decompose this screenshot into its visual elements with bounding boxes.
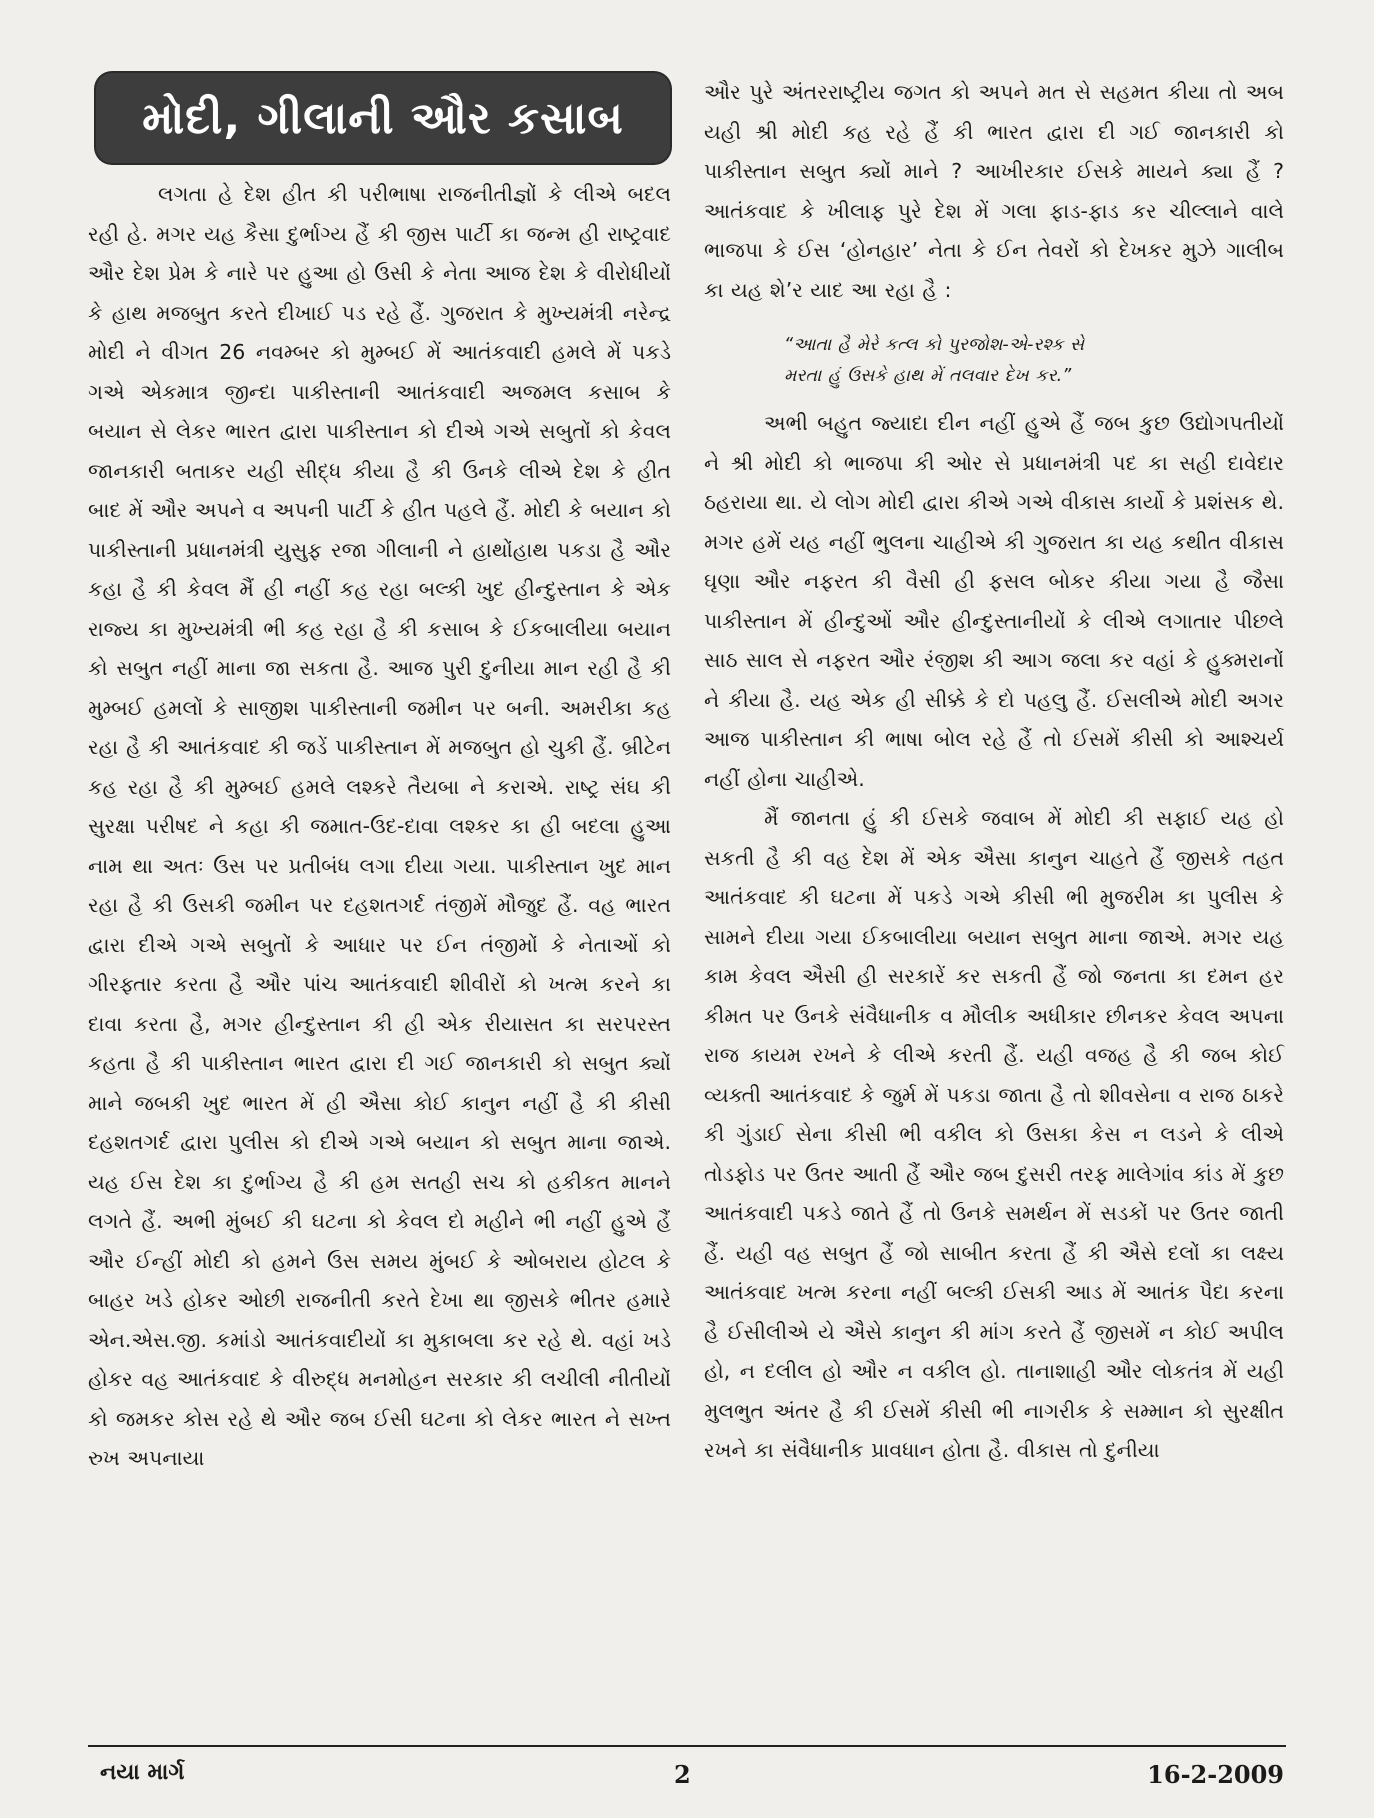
issue-date: 16-2-2009 bbox=[1147, 1760, 1284, 1789]
quote-line-1: “આતા હૈ મેરે કત્લ કો પુરજોશ-એ-રશ્ક સે bbox=[784, 335, 1085, 355]
quote-line-2: મરતા હું ઉસકે હાથ મેં તલવાર દેખ કર.” bbox=[784, 366, 1072, 386]
ghalib-quote bbox=[784, 330, 1284, 392]
publication-name: નયા માર્ગ bbox=[100, 1760, 185, 1785]
right-paragraph: અભી બહુત જ્યાદા દીન નહીં હુએ હૈં જબ કુછ ઉદ્યોગપતીયોં ને શ્રી મોદી કો ભાજપા કી ઓર સે પ્રધાનમંત્રી પદ કા સહી દાવેદાર ઠહરાયા થા. યે લોગ મોદી દ્વારા કીએ ગએ વીકાસ કાર્યો કે પ્રશંસક થે. મગર હમેં યહ નહીં ભુલના ચાહીએ કી ગુજરાત કા યહ કથીત વીકાસ ઘૃણા ઔર નફરત કી વૈસી હી ફસલ બોકર કીયા ગયા હૈ જૈસા પાકીસ્તાન મેં હીન્દુઓં ઔર હીન્દુસ્તાનીયોં કે લીએ લગાતાર પીછલે સાઠ સાલ સે નફરત ઔર રંજીશ કી આગ જલા કર વહાં કે હુક્મરાનોં ને કીયા હૈ. યહ એક હી સીક્કે કે દો પહલુ હૈં. ઈસલીએ મોદી અગર આજ પાકીસ્તાન કી ભાષા બોલ રહે હૈં તો ઈસમેં કીસી કો આશ્ચર્ય નહીં હોના ચાહીએ. bbox=[704, 411, 1284, 791]
right-intro-paragraph: ઔર પુરે અંતરરાષ્ટ્રીય જગત કો અપને મત સે સહમત કીયા તો અબ યહી શ્રી મોદી કહ રહે હૈં કી ભારત દ્વારા દી ગઈ જાનકારી કો પાકીસ્તાન સબુત ક્યોં માને ? આખીરકાર ઈસકે માયને ક્યા હૈં ? આતંકવાદ કે ખીલાફ પુરે દેશ મેં ગલા ફાડ-ફાડ કર ચીલ્લાને વાલે ભાજપા કે ઈસ ‘હોનહાર’ નેતા કે ઈન તેવરોં કો દેખકર મુઝે ગાલીબ કા યહ શે’ર યાદ આ રહા હૈ : bbox=[704, 80, 1284, 302]
right-column bbox=[704, 73, 1284, 1471]
article-title-banner bbox=[96, 73, 670, 163]
footer-divider bbox=[88, 1745, 1286, 1747]
left-paragraph: લગતા હે દેશ હીત કી પરીભાષા રાજનીતીજ્ઞોં કે લીએ બદલ રહી હે. મગર યહ કૈસા દુર્ભાગ્ય હૈં કી જીસ પાર્ટી કા જન્મ હી રાષ્ટ્રવાદ ઔર દેશ પ્રેમ કે નારે પર હુઆ હો ઉસી કે નેતા આજ દેશ કે વીરોધીયોં કે હાથ મજબુત કરતે દીખાઈ પડ રહે હૈં. ગુજરાત કે મુખ્યમંત્રી નરેન્દ્ર મોદી ને વીગત 26 નવમ્બર કો મુમ્બઈ મેં આતંકવાદી હમલે મેં પકડે ગએ એકમાત્ર જીન્દા પાકીસ્તાની આતંકવાદી અજમલ કસાબ કે બયાન સે લેકર ભારત દ્વારા પાકીસ્તાન કો દીએ ગએ સબુતોં કો કેવલ જાનકારી બતાકર યહી સીદ્ધ કીયા હૈ કી ઉનકે લીએ દેશ કે હીત બાદ મેં ઔર અપને વ અપની પાર્ટી કે હીત પહલે હૈં. મોદી કે બયાન કો પાકીસ્તાની પ્રધાનમંત્રી યુસુફ રજા ગીલાની ને હાથોંહાથ પકડા હૈ ઔર કહા હૈ કી કેવલ મૈં હી નહીં કહ રહા બલ્કી ખુદ હીન્દુસ્તાન કે એક રાજ્ય કા મુખ્યમંત્રી ભી કહ રહા હૈ કી કસાબ કે ઈકબાલીયા બયાન કો સબુત નહીં માના જા સકતા હૈ. આજ પુરી દુનીયા માન રહી હૈ કી મુમ્બઈ હમલોં કે સાજીશ પાકીસ્તાની જમીન પર બની. અમરીકા કહ રહા હૈ કી આતંકવાદ કી જડેં પાકીસ્તાન મેં મજબુત હો ચુકી હૈં. બ્રીટેન કહ રહા હૈ કી મુમ્બઈ હમલે લશ્કરે તૈયબા ને કરાએ. રાષ્ટ્ર સંઘ કી સુરક્ષા પરીષદ ને કહા કી જમાત-ઉદ-દાવા લશ્કર કા હી બદલા હુઆ નામ થા અતઃ ઉસ પર પ્રતીબંધ લગા દીયા ગયા. પાકીસ્તાન ખુદ માન રહા હૈ કી ઉસકી જમીન પર દહશતગર્દ તંજીમેં મૌજુદ હૈં. વહ ભારત દ્વારા દીએ ગએ સબુતોં કે આધાર પર ઈન તંજીમોં કે નેતાઓં કો ગીરફ્તાર કરતા હૈ ઔર પાંચ આતંકવાદી શીવીરોં કો ખત્મ કરને કા દાવા કરતા હૈ, મગર હીન્દુસ્તાન કી હી એક રીયાસત કા સરપરસ્ત કહતા હૈ કી પાકીસ્તાન ભારત દ્વારા દી ગઈ જાનકારી કો સબુત ક્યોં માને જબકી ખુદ ભારત મેં હી ઐસા કોઈ કાનુન નહીં હૈ કી કીસી દહશતગર્દ દ્વારા પુલીસ કો દીએ ગએ બયાન કો સબુત માના જાએ. યહ ઈસ દેશ કા દુર્ભાગ્ય હૈ કી હમ સતહી સચ કો હકીકત માનને લગતે હૈં. અભી મુંબઈ કી ઘટના કો કેવલ દો મહીને ભી નહીં હુએ હૈં ઔર ઈન્હીં મોદી કો હમને ઉસ સમય મુંબઈ કે ઓબરાય હોટલ કે બાહર ખડે હોકર ઓછી રાજનીતી કરતે દેખા થા જીસકે ભીતર હમારે એન.એસ.જી. કમાંડો આતંકવાદીયોં કા મુકાબલા કર રહે થે. વહાં ખડે હોકર વહ આતંકવાદ કે વીરુદ્ધ મનમોહન સરકાર કી લચીલી નીતીયોં કો જમકર કોસ રહે થે ઔર જબ ઈસી ઘટના કો લેકર ભારત ને સખ્ત રુખ અપનાયા bbox=[88, 182, 671, 1470]
article-title: મોદી, ગીલાની ઔર કસાબ bbox=[142, 92, 624, 144]
left-column bbox=[88, 175, 671, 1479]
page-number: 2 bbox=[674, 1760, 691, 1789]
right-paragraph: મૈં જાનતા હું કી ઈસકે જવાબ મેં મોદી કી સફાઈ યહ હો સકતી હૈ કી વહ દેશ મેં એક ઐસા કાનુન ચાહતે હૈં જીસકે તહત આતંકવાદ કી ઘટના મેં પકડે ગએ કીસી ભી મુજરીમ કા પુલીસ કે સામને દીયા ગયા ઈકબાલીયા બયાન સબુત માના જાએ. મગર યહ કામ કેવલ ઐસી હી સરકારેં કર સકતી હૈં જો જનતા કા દમન હર કીમત પર ઉનકે સંવૈધાનીક વ મૌલીક અધીકાર છીનકર કેવલ અપના રાજ કાયમ રખને કે લીએ કરતી હૈં. યહી વજહ હૈ કી જબ કોઈ વ્યક્તી આતંકવાદ કે જુર્મ મેં પકડા જાતા હૈ તો શીવસેના વ રાજ ઠાકરે કી ગુંડાઈ સેના કીસી ભી વકીલ કો ઉસકા કેસ ન લડને કે લીએ તોડફોડ પર ઉતર આતી હૈં ઔર જબ દુસરી તરફ માલેગાંવ કાંડ મેં કુછ આતંકવાદી પકડે જાતે હૈં તો ઉનકે સમર્થન મેં સડકોં પર ઉતર જાતી હૈં. યહી વહ સબુત હૈં જો સાબીત કરતા હૈં કી ઐસે દલોં કા લક્ષ્ય આતંકવાદ ખત્મ કરના નહીં બલ્કી ઈસકી આડ મેં આતંક પૈદા કરના હૈ ઈસીલીએ યે ઐસે કાનુન કી માંગ કરતે હૈં જીસમેં ન કોઈ અપીલ હો, ન દલીલ હો ઔર ન વકીલ હો. તાનાશાહી ઔર લોકતંત્ર મેં યહી મુલભુત અંતર હૈ કી ઈસમેં કીસી ભી નાગરીક કે સમ્માન કો સુરક્ષીત રખને કા સંવૈધાનીક પ્રાવધાન હોતા હૈ. વીકાસ તો દુનીયા bbox=[704, 806, 1284, 1462]
